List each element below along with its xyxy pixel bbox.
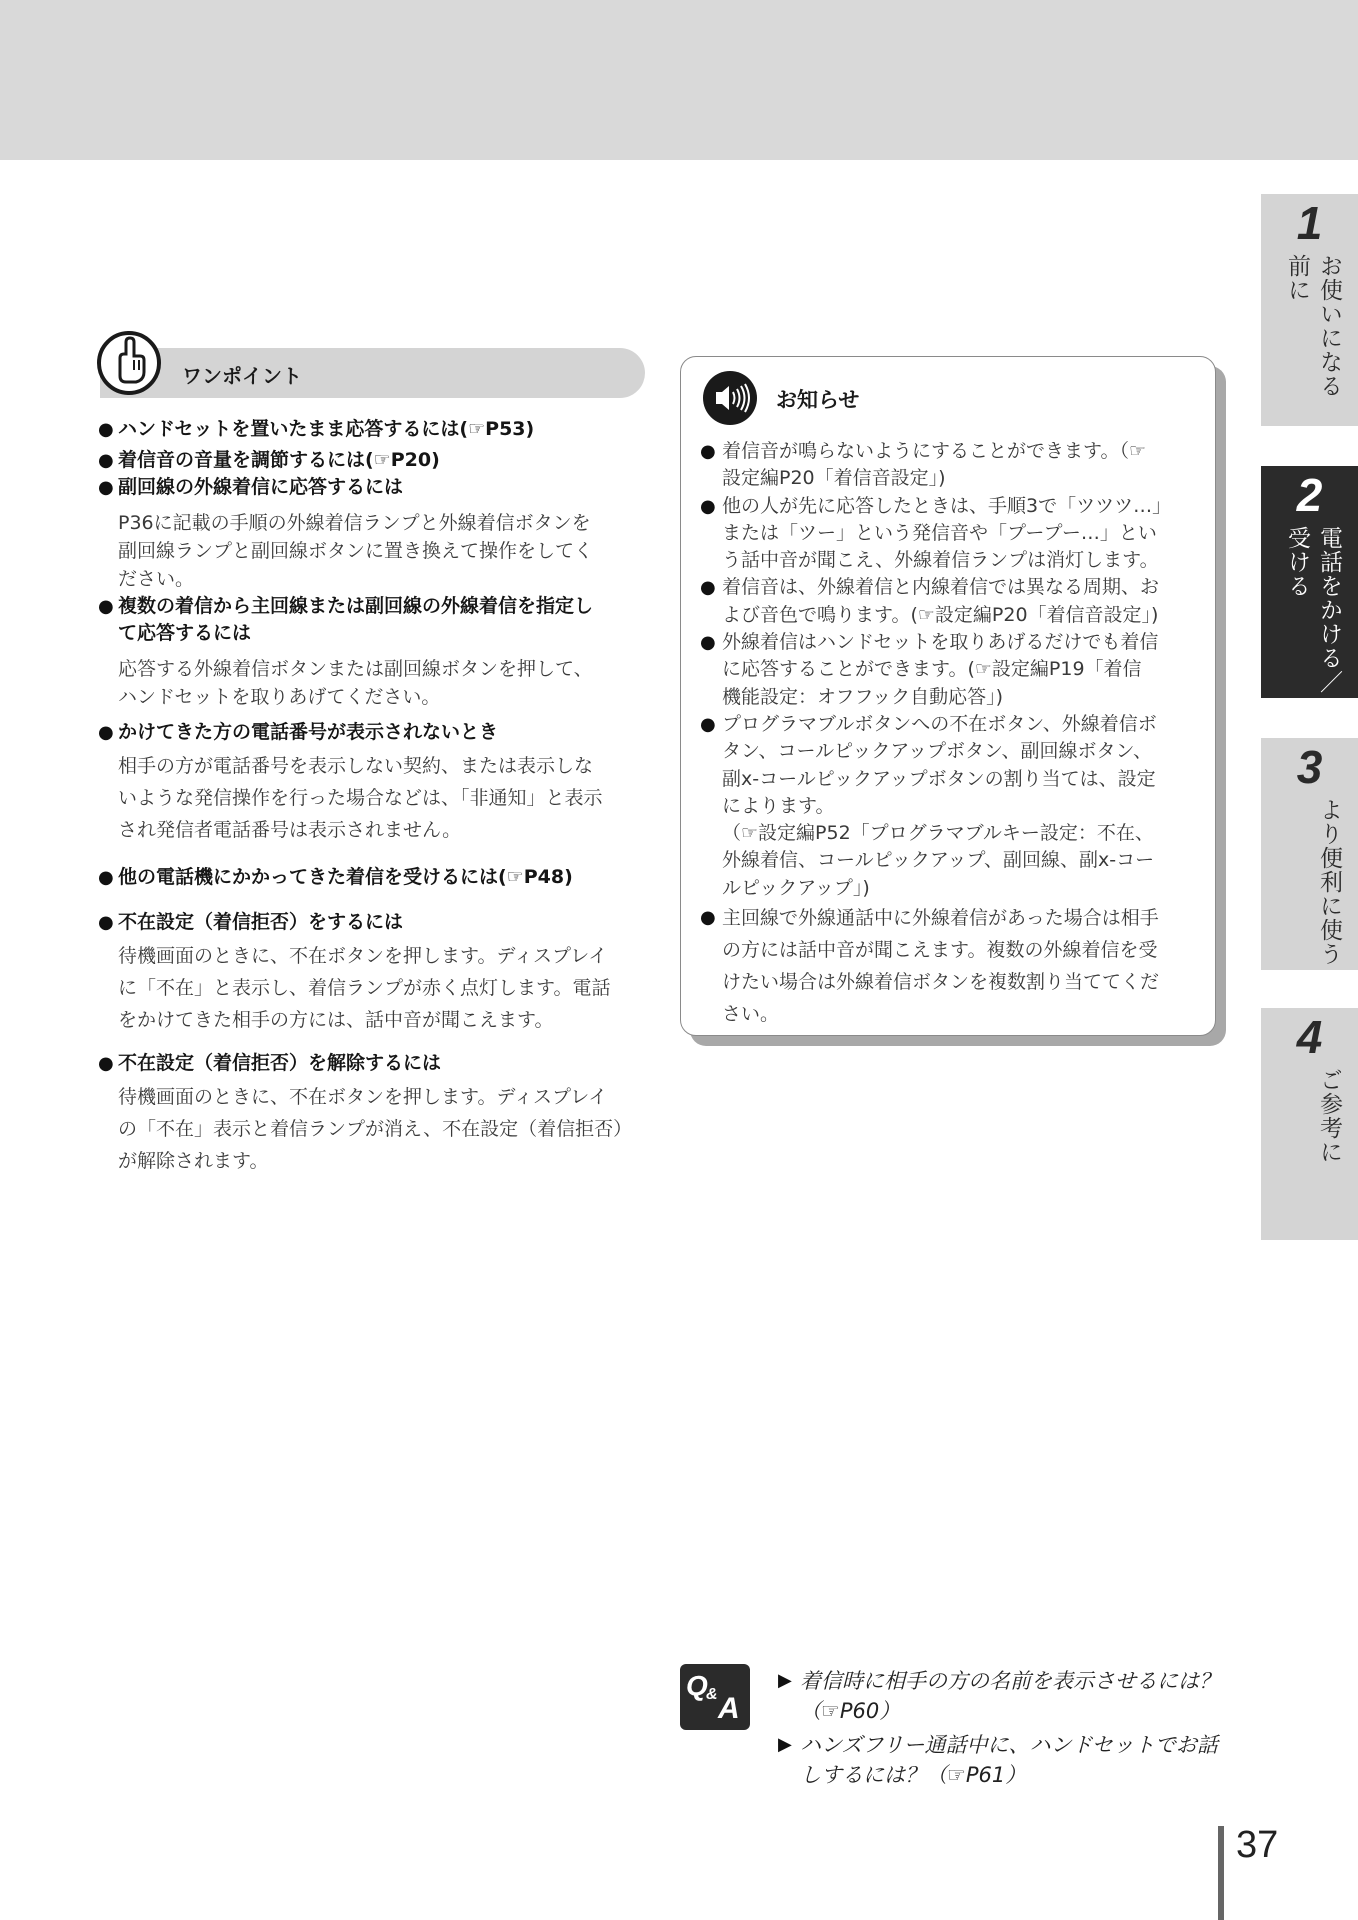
chapter-number: 1 (1296, 197, 1323, 249)
notice-item: ● 着信音が鳴らないようにすることができます。（☞ 設定編P20「着信音設定」) (700, 438, 1204, 493)
chapter-number: 2 (1296, 469, 1323, 521)
chapter-label: 受ける (1284, 526, 1310, 598)
tip-body: 応答する外線着信ボタンまたは副回線ボタンを押して、 ハンドセットを取りあげてください。 (118, 658, 593, 708)
one-point-title: ワンポイント (182, 364, 302, 388)
tip-heading: ● 不在設定（着信拒否）を解除するには (98, 1050, 650, 1077)
chapter-label: 電話をかける／ (1316, 526, 1342, 694)
tip-heading: ● ハンドセットを置いたまま応答するには(☞P53) (98, 416, 650, 443)
notice-list (700, 438, 1204, 1030)
chapter-tab-4[interactable] (1261, 1008, 1358, 1240)
chapter-tab-3[interactable] (1261, 738, 1358, 970)
speaker-sound-icon (702, 370, 758, 426)
qa-link[interactable]: ▶ 着信時に相手の方の名前を表示させるには？ （☞P60） (778, 1666, 1248, 1726)
notice-item: ● 着信音は、外線着信と内線着信では異なる周期、お よび音色で鳴ります。(☞設定編P20「着信音設定」) (700, 574, 1204, 629)
notice-item: ● プログラマブルボタンへの不在ボタン、外線着信ボ タン、コールピックアップボタン、副回線ボタン、 副x-コールピックアップボタンの割り当ては、設定 によります。 （☞設定編P52「プログラマブルキー設定：不在、 外線着信、コールピックアップ、副回線、副x-コー ルピックアップ」) (700, 711, 1204, 902)
tip-heading: ● 副回線の外線着信に応答するには (98, 474, 650, 501)
chapter-label: ご参考に (1316, 1068, 1342, 1164)
tip-body: P36に記載の手順の外線着信ランプと外線着信ボタンを 副回線ランプと副回線ボタンに置き換えて操作をしてく ださい。 (118, 512, 594, 590)
one-point-list (98, 416, 650, 1177)
tip-heading: ● かけてきた方の電話番号が表示されないとき (98, 719, 650, 746)
qa-link[interactable]: ▶ ハンズフリー通話中に、ハンドセットでお話 しするには？（☞P61） (778, 1730, 1248, 1790)
tip-heading: ● 着信音の音量を調節するには(☞P20) (98, 447, 650, 474)
page-number-bar (1218, 1826, 1224, 1920)
tip-heading: ● 複数の着信から主回線または副回線の外線着信を指定し て応答するには (98, 593, 650, 647)
chapter-label: お使いになる (1316, 254, 1342, 398)
tip-body: 待機画面のときに、不在ボタンを押します。ディスプレイ に「不在」と表示し、着信ランプが赤く点灯します。電話 をかけてきた相手の方には、話中音が聞こえます。 (118, 945, 611, 1031)
page-number: 37 (1236, 1824, 1279, 1866)
notice-item: ● 他の人が先に応答したときは、手順3で「ツツツ…」 または「ツー」という発信音や「プープー…」とい う話中音が聞こえ、外線着信ランプは消灯します。 (700, 493, 1204, 575)
notice-item: ● 主回線で外線通話中に外線着信があった場合は相手 の方には話中音が聞こえます。複数の外線着信を受 けたい場合は外線着信ボタンを複数割り当ててくだ さい。 (700, 902, 1204, 1030)
chapter-number: 4 (1296, 1011, 1323, 1063)
header-band (0, 0, 1358, 160)
qa-icon: Q & A (680, 1664, 750, 1730)
tip-heading: ● 他の電話機にかかってきた着信を受けるには(☞P48) (98, 864, 650, 891)
tip-body: 相手の方が電話番号を表示しない契約、または表示しな いような発信操作を行った場合などは、「非通知」と表示 され発信者電話番号は表示されません。 (118, 755, 603, 841)
chapter-label: 前に (1284, 254, 1310, 302)
chapter-tab-2[interactable] (1261, 466, 1358, 698)
chapter-tab-1[interactable] (1261, 194, 1358, 426)
chapter-label: より便利に使う (1316, 798, 1342, 966)
pointing-hand-icon (96, 330, 162, 396)
tip-heading: ● 不在設定（着信拒否）をするには (98, 909, 650, 936)
tip-body: 待機画面のときに、不在ボタンを押します。ディスプレイ の「不在」表示と着信ランプが消え、不在設定（着信拒否） が解除されます。 (118, 1086, 633, 1172)
chapter-number: 3 (1296, 741, 1323, 793)
qa-list (778, 1666, 1248, 1794)
notice-title: お知らせ (776, 388, 860, 412)
notice-item: ● 外線着信はハンドセットを取りあげるだけでも着信 に応答することができます。(☞設定編P19「着信 機能設定：オフフック自動応答」) (700, 629, 1204, 711)
